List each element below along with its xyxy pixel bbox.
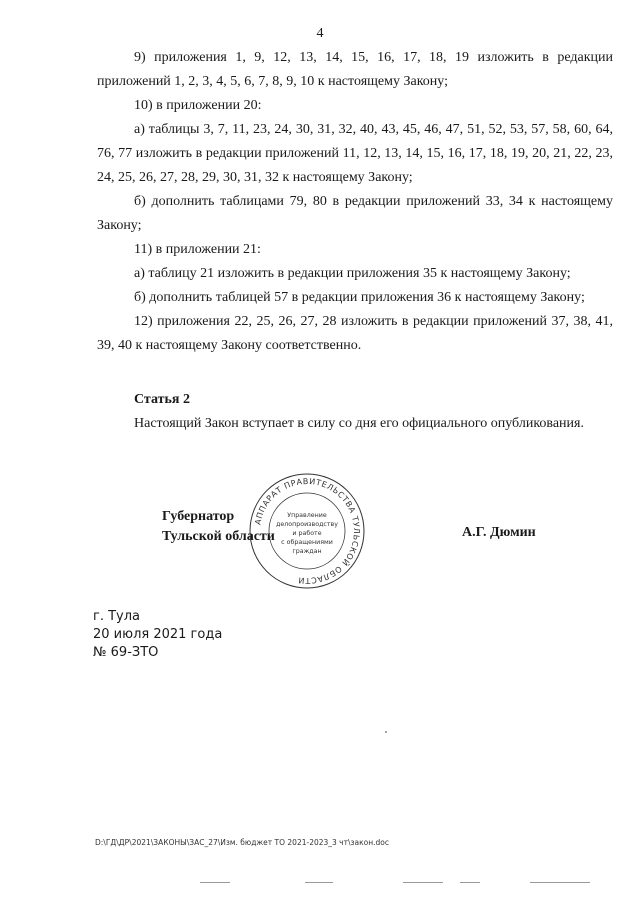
page-number: 4 [316, 26, 324, 41]
scan-speck [385, 731, 387, 733]
article-text: Настоящий Закон вступает в силу со дня его официального опубликования. [134, 416, 584, 431]
article-2 [97, 388, 613, 436]
paragraph-item-11b: б) дополнить таблицей 57 в редакции приложения 36 к настоящему Закону; [134, 290, 585, 305]
paragraph-item-10b: б) дополнить таблицами 79, 80 в редакции приложений 33, 34 к настоящему Закону; [97, 194, 613, 233]
position-line-2: Тульской области [162, 529, 275, 544]
signatory-name: А.Г. Дюмин [462, 525, 536, 540]
signatory-position [162, 507, 275, 547]
paragraph-item-9: 9) приложения 1, 9, 12, 13, 14, 15, 16, 17, 18, 19 изложить в редакции приложений 1, 2, 3, 4, 5, 6, 7, 8, 9, 10 к настоящему Закону; [97, 50, 613, 89]
signing-date: 20 июля 2021 года [93, 627, 223, 642]
place-date-block [93, 608, 222, 662]
stamp-line-2: делопроизводству [276, 521, 338, 528]
scan-artifact [403, 882, 443, 883]
scan-artifact [305, 882, 333, 883]
stamp-ring-text: АППАРАТ ПРАВИТЕЛЬСТВА ТУЛЬСКОЙ ОБЛАСТИ [253, 476, 362, 586]
stamp-line-4: с обращениями [281, 539, 333, 546]
stamp-line-3: и работе [292, 530, 322, 537]
position-line-1: Губернатор [162, 509, 235, 524]
scan-artifact [460, 882, 480, 883]
stamp-line-1: Управление [287, 512, 327, 519]
paragraph-item-11: 11) в приложении 21: [134, 242, 261, 257]
paragraph-item-11a: а) таблицу 21 изложить в редакции приложения 35 к настоящему Закону; [134, 266, 571, 281]
scan-artifact [200, 882, 230, 883]
amendments-list [97, 46, 613, 358]
law-number: № 69-ЗТО [93, 645, 159, 660]
city: г. Тула [93, 609, 141, 624]
article-title: Статья 2 [134, 392, 190, 407]
paragraph-item-12: 12) приложения 22, 25, 26, 27, 28 изложить в редакции приложений 37, 38, 41, 39, 40 к настоящему Закону соответственно. [97, 314, 613, 353]
file-path-footer: D:\ГД\ДР\2021\ЗАКОНЫ\ЗАС_27\Изм. бюджет ТО 2021-2023_3 чт\закон.doc [95, 838, 389, 847]
paragraph-item-10: 10) в приложении 20: [134, 98, 262, 113]
scan-artifact [530, 882, 590, 883]
paragraph-item-10a: а) таблицы 3, 7, 11, 23, 24, 30, 31, 32, 40, 43, 45, 46, 47, 51, 52, 53, 57, 58, 60, 64, 76, 77 изложить в редакции приложений 11, 12, 13, 14, 15, 16, 17, 18, 19, 20, 21, 22, 23, 24, 25, 26, 27, 28, 29, 30, 31, 32 к настоящему Закону; [97, 122, 613, 185]
stamp-line-5: граждан [292, 548, 322, 555]
